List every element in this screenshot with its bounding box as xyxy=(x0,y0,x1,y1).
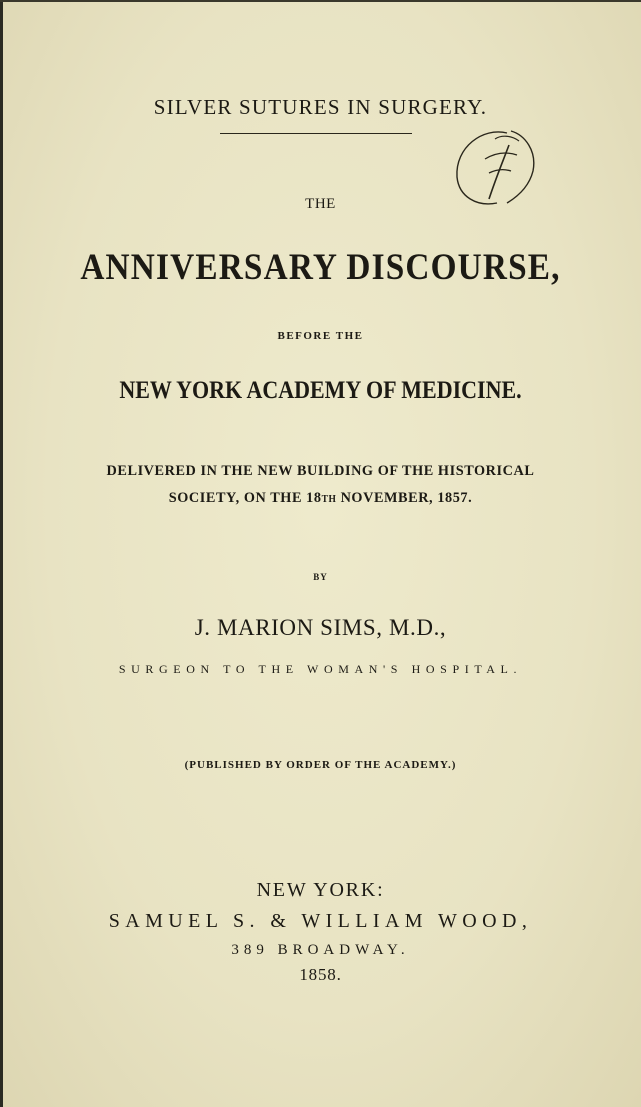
page-edge-top xyxy=(0,0,641,2)
publication-note: (PUBLISHED BY ORDER OF THE ACADEMY.) xyxy=(184,759,457,771)
the-line: THE xyxy=(305,196,336,212)
imprint-address: 389 BROADWAY. xyxy=(231,942,410,958)
academy-name: NEW YORK ACADEMY OF MEDICINE. xyxy=(119,377,522,404)
page-edge-left xyxy=(0,0,3,1107)
delivered-line-2-pre: SOCIETY, ON THE 18 xyxy=(168,490,322,506)
imprint-city: NEW YORK: xyxy=(256,879,385,901)
running-title: SILVER SUTURES IN SURGERY. xyxy=(153,95,488,119)
main-title: ANNIVERSARY DISCOURSE, xyxy=(80,247,561,288)
by-line: BY xyxy=(313,572,328,582)
title-rule xyxy=(220,133,412,134)
delivered-line-2-post: NOVEMBER, 1857. xyxy=(336,490,473,506)
author-position: SURGEON TO THE WOMAN'S HOSPITAL. xyxy=(118,662,523,676)
author-name: J. MARION SIMS, M.D., xyxy=(194,615,447,640)
imprint-publisher: SAMUEL S. & WILLIAM WOOD, xyxy=(108,910,533,932)
delivered-line-2 xyxy=(16,490,625,507)
before-line: BEFORE THE xyxy=(277,330,364,342)
delivered-line-2-sup: TH xyxy=(321,494,337,505)
imprint-year: 1858. xyxy=(299,965,342,984)
delivered-line-1: DELIVERED IN THE NEW BUILDING OF THE HISTORICAL xyxy=(106,463,535,479)
